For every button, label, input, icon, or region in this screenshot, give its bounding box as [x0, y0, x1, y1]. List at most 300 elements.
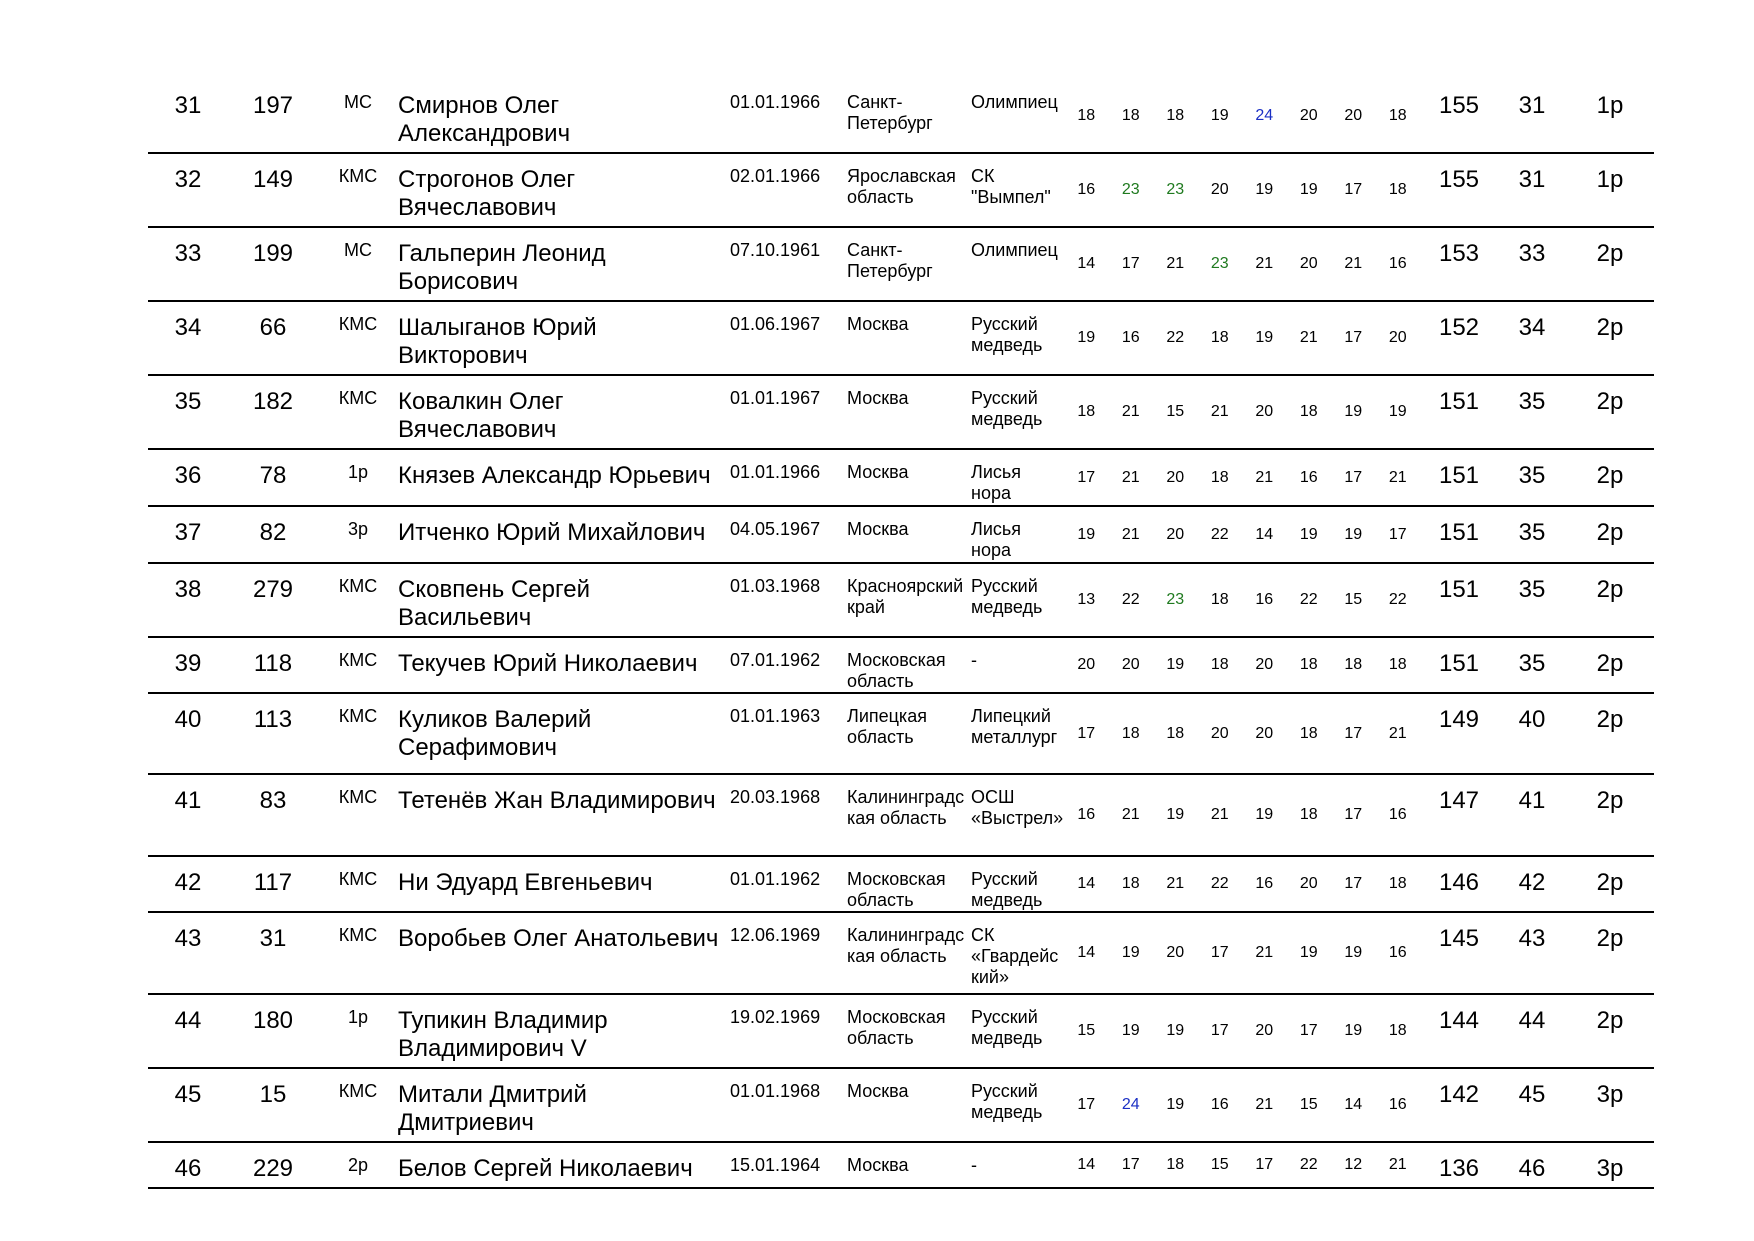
region-cell: Калининградская область [847, 925, 965, 966]
bib-number-cell: 66 [259, 314, 287, 341]
bib-number-cell: 83 [259, 787, 287, 814]
series-score-cell: 22 [1166, 329, 1185, 346]
series-score-cell: 17 [1344, 875, 1363, 892]
series-score-cell: 21 [1255, 1096, 1274, 1113]
total-score-cell: 151 [1438, 462, 1480, 489]
sport-category-cell: КМС [338, 1081, 378, 1101]
table-row [148, 449, 1654, 506]
birth-date-cell: 07.01.1962 [730, 650, 821, 670]
series-score-cell: 18 [1210, 468, 1229, 486]
series-score-cell: 21 [1255, 255, 1274, 272]
athlete-name-cell: Гальперин Леонид Борисович [398, 240, 606, 295]
series-score-cell: 23 [1121, 181, 1140, 198]
bib-number-cell: 180 [252, 1007, 294, 1034]
club-cell: Русский медведь [971, 869, 1043, 910]
qualification-cell: 1р [1596, 166, 1624, 193]
series-score-cell: 16 [1255, 875, 1274, 892]
series-score-cell: 17 [1121, 255, 1140, 272]
series-score-cell: 18 [1388, 181, 1407, 198]
rank-cell: 43 [174, 925, 202, 952]
rank-cell: 36 [174, 462, 202, 489]
place-cell: 35 [1518, 388, 1546, 415]
athlete-name-cell: Шалыганов Юрий Викторович [398, 314, 597, 369]
series-score-cell: 17 [1255, 1156, 1274, 1173]
rank-cell: 41 [174, 787, 202, 814]
qualification-cell: 3р [1596, 1155, 1624, 1182]
place-cell: 35 [1518, 519, 1546, 546]
total-score-cell: 153 [1438, 240, 1480, 267]
total-score-cell: 151 [1438, 650, 1480, 677]
series-score-cell: 20 [1166, 944, 1185, 961]
table-row [148, 1068, 1654, 1142]
rank-cell: 38 [174, 576, 202, 603]
series-score-cell: 18 [1210, 329, 1229, 346]
series-score-cell: 18 [1388, 875, 1407, 892]
total-score-cell: 144 [1438, 1007, 1480, 1034]
rank-cell: 35 [174, 388, 202, 415]
table-row [148, 1142, 1654, 1188]
series-score-cell: 22 [1210, 875, 1229, 892]
series-score-cell: 18 [1121, 724, 1140, 742]
birth-date-cell: 04.05.1967 [730, 519, 821, 539]
series-score-cell: 21 [1255, 468, 1274, 486]
qualification-cell: 2р [1596, 314, 1624, 341]
series-score-cell: 19 [1388, 403, 1407, 420]
athlete-name-cell: Строгонов Олег Вячеславович [398, 166, 576, 221]
series-score-cell: 18 [1077, 107, 1096, 124]
series-score-cell: 18 [1210, 656, 1229, 673]
table-row [148, 856, 1654, 912]
series-score-cell: 16 [1299, 468, 1318, 486]
series-score-cell: 21 [1210, 806, 1229, 823]
series-score-cell: 21 [1388, 468, 1407, 486]
bib-number-cell: 229 [252, 1155, 294, 1182]
series-score-cell: 24 [1121, 1096, 1140, 1113]
bib-number-cell: 118 [253, 650, 293, 677]
birth-date-cell: 15.01.1964 [730, 1155, 821, 1175]
table-row [148, 994, 1654, 1068]
club-cell: Липецкий металлург [971, 706, 1058, 747]
series-score-cell: 18 [1388, 1022, 1407, 1039]
series-score-cell: 13 [1077, 591, 1096, 608]
series-score-cell: 19 [1121, 944, 1140, 961]
rank-cell: 34 [174, 314, 202, 341]
series-score-cell: 15 [1166, 403, 1185, 420]
total-score-cell: 145 [1438, 925, 1480, 952]
place-cell: 31 [1518, 92, 1546, 119]
series-score-cell: 14 [1077, 1156, 1096, 1173]
series-score-cell: 16 [1388, 806, 1407, 823]
birth-date-cell: 19.02.1969 [730, 1007, 821, 1027]
birth-date-cell: 20.03.1968 [730, 787, 821, 807]
series-score-cell: 23 [1166, 591, 1185, 608]
region-cell: Санкт-Петербург [847, 92, 933, 133]
place-cell: 35 [1518, 462, 1546, 489]
series-score-cell: 17 [1077, 1096, 1096, 1113]
athlete-name-cell: Митали Дмитрий Дмитриевич [398, 1081, 587, 1136]
club-cell: Русский медведь [971, 314, 1043, 355]
bib-number-cell: 149 [252, 166, 294, 193]
series-score-cell: 21 [1388, 724, 1407, 742]
series-score-cell: 19 [1255, 181, 1274, 198]
series-score-cell: 18 [1166, 107, 1185, 124]
series-score-cell: 18 [1388, 107, 1407, 124]
place-cell: 35 [1518, 650, 1546, 677]
club-cell: Олимпиец [971, 92, 1058, 112]
region-cell: Москва [847, 519, 909, 539]
rank-cell: 44 [174, 1007, 202, 1034]
total-score-cell: 151 [1438, 519, 1480, 546]
sport-category-cell: 1р [347, 1007, 369, 1027]
qualification-cell: 3р [1596, 1081, 1624, 1108]
total-score-cell: 146 [1438, 869, 1480, 896]
region-cell: Москва [847, 462, 909, 482]
series-score-cell: 23 [1210, 255, 1229, 272]
series-score-cell: 19 [1121, 1022, 1140, 1039]
series-score-cell: 20 [1388, 329, 1407, 346]
sport-category-cell: КМС [338, 650, 378, 670]
place-cell: 33 [1518, 240, 1546, 267]
place-cell: 40 [1518, 706, 1546, 733]
series-score-cell: 17 [1388, 525, 1407, 543]
series-score-cell: 19 [1344, 944, 1363, 961]
series-score-cell: 21 [1121, 403, 1140, 420]
series-score-cell: 19 [1344, 1022, 1363, 1039]
rank-cell: 39 [174, 650, 202, 677]
series-score-cell: 17 [1344, 806, 1363, 823]
series-score-cell: 14 [1344, 1096, 1363, 1113]
table-row [148, 912, 1654, 994]
series-score-cell: 17 [1344, 329, 1363, 346]
qualification-cell: 2р [1596, 462, 1624, 489]
region-cell: Калининградская область [847, 787, 965, 828]
rank-cell: 40 [174, 706, 202, 733]
qualification-cell: 2р [1596, 787, 1624, 814]
series-score-cell: 20 [1166, 468, 1185, 486]
qualification-cell: 2р [1596, 925, 1624, 952]
series-score-cell: 20 [1255, 724, 1274, 742]
series-score-cell: 20 [1077, 656, 1096, 673]
table-row [148, 153, 1654, 227]
series-score-cell: 17 [1210, 944, 1229, 961]
series-score-cell: 22 [1210, 525, 1229, 543]
bib-number-cell: 113 [253, 706, 293, 733]
series-score-cell: 20 [1255, 656, 1274, 673]
total-score-cell: 155 [1438, 166, 1480, 193]
results-table [148, 80, 1654, 1189]
table-row [148, 693, 1654, 774]
sport-category-cell: МС [344, 240, 372, 260]
club-cell: Лисья нора [971, 462, 1021, 503]
place-cell: 31 [1518, 166, 1546, 193]
series-score-cell: 19 [1255, 329, 1274, 346]
place-cell: 46 [1518, 1155, 1546, 1182]
club-cell: Русский медведь [971, 1081, 1043, 1122]
series-score-cell: 21 [1121, 468, 1140, 486]
series-score-cell: 20 [1210, 181, 1229, 198]
region-cell: Санкт-Петербург [847, 240, 933, 281]
series-score-cell: 14 [1077, 255, 1096, 272]
rank-cell: 42 [174, 869, 202, 896]
total-score-cell: 142 [1438, 1081, 1480, 1108]
series-score-cell: 19 [1166, 1022, 1185, 1039]
qualification-cell: 2р [1596, 706, 1624, 733]
bib-number-cell: 78 [259, 462, 287, 489]
club-cell: Русский медведь [971, 576, 1043, 617]
region-cell: Московская область [847, 1007, 946, 1048]
athlete-name-cell: Тетенёв Жан Владимирович [398, 787, 716, 814]
series-score-cell: 20 [1166, 525, 1185, 543]
region-cell: Москва [847, 388, 909, 408]
birth-date-cell: 01.06.1967 [730, 314, 821, 334]
qualification-cell: 2р [1596, 869, 1624, 896]
birth-date-cell: 07.10.1961 [730, 240, 821, 260]
series-score-cell: 18 [1388, 656, 1407, 673]
table-row [148, 80, 1654, 153]
region-cell: Московская область [847, 650, 946, 691]
series-score-cell: 19 [1210, 107, 1229, 124]
series-score-cell: 20 [1344, 107, 1363, 124]
sport-category-cell: КМС [338, 576, 378, 596]
series-score-cell: 18 [1077, 403, 1096, 420]
series-score-cell: 19 [1166, 656, 1185, 673]
series-score-cell: 21 [1388, 1156, 1407, 1173]
place-cell: 34 [1518, 314, 1546, 341]
qualification-cell: 2р [1596, 240, 1624, 267]
series-score-cell: 20 [1121, 656, 1140, 673]
series-score-cell: 18 [1344, 656, 1363, 673]
region-cell: Москва [847, 1081, 909, 1101]
athlete-name-cell: Куликов Валерий Серафимович [398, 706, 592, 761]
club-cell: Лисья нора [971, 519, 1021, 560]
series-score-cell: 15 [1344, 591, 1363, 608]
series-score-cell: 15 [1210, 1156, 1229, 1173]
athlete-name-cell: Ковалкин Олег Вячеславович [398, 388, 564, 443]
series-score-cell: 18 [1299, 656, 1318, 673]
bib-number-cell: 15 [259, 1081, 287, 1108]
rank-cell: 45 [174, 1081, 202, 1108]
region-cell: Московская область [847, 869, 946, 910]
athlete-name-cell: Текучев Юрий Николаевич [398, 650, 698, 677]
series-score-cell: 14 [1077, 875, 1096, 892]
qualification-cell: 2р [1596, 1007, 1624, 1034]
athlete-name-cell: Ни Эдуард Евгеньевич [398, 869, 653, 896]
series-score-cell: 18 [1121, 107, 1140, 124]
series-score-cell: 17 [1077, 724, 1096, 742]
birth-date-cell: 01.01.1968 [730, 1081, 821, 1101]
series-score-cell: 22 [1299, 1156, 1318, 1173]
bib-number-cell: 117 [253, 869, 293, 896]
series-score-cell: 14 [1255, 525, 1274, 543]
region-cell: Липецкая область [847, 706, 927, 747]
bib-number-cell: 279 [252, 576, 294, 603]
series-score-cell: 17 [1077, 468, 1096, 486]
series-score-cell: 20 [1210, 724, 1229, 742]
series-score-cell: 18 [1121, 875, 1140, 892]
series-score-cell: 22 [1121, 591, 1140, 608]
sport-category-cell: 1р [347, 462, 369, 482]
sport-category-cell: КМС [338, 166, 378, 186]
club-cell: Олимпиец [971, 240, 1058, 260]
series-score-cell: 22 [1388, 591, 1407, 608]
club-cell: - [971, 1155, 977, 1175]
series-score-cell: 18 [1299, 806, 1318, 823]
series-score-cell: 20 [1299, 875, 1318, 892]
series-score-cell: 19 [1077, 525, 1096, 543]
club-cell: СК "Вымпел" [971, 166, 1051, 207]
place-cell: 35 [1518, 576, 1546, 603]
place-cell: 41 [1518, 787, 1546, 814]
series-score-cell: 21 [1299, 329, 1318, 346]
rank-cell: 31 [174, 92, 202, 119]
series-score-cell: 21 [1166, 255, 1185, 272]
place-cell: 45 [1518, 1081, 1546, 1108]
rank-cell: 46 [174, 1155, 202, 1182]
series-score-cell: 16 [1388, 1096, 1407, 1113]
series-score-cell: 20 [1299, 255, 1318, 272]
total-score-cell: 155 [1438, 92, 1480, 119]
series-score-cell: 19 [1166, 1096, 1185, 1113]
series-score-cell: 19 [1344, 403, 1363, 420]
series-score-cell: 16 [1255, 591, 1274, 608]
series-score-cell: 17 [1344, 468, 1363, 486]
qualification-cell: 1р [1596, 92, 1624, 119]
athlete-name-cell: Воробьев Олег Анатольевич [398, 925, 719, 952]
series-score-cell: 21 [1121, 806, 1140, 823]
athlete-name-cell: Белов Сергей Николаевич [398, 1155, 693, 1182]
bib-number-cell: 197 [252, 92, 294, 119]
series-score-cell: 19 [1255, 806, 1274, 823]
series-score-cell: 19 [1344, 525, 1363, 543]
sport-category-cell: КМС [338, 314, 378, 334]
place-cell: 42 [1518, 869, 1546, 896]
total-score-cell: 149 [1438, 706, 1480, 733]
club-cell: Русский медведь [971, 1007, 1043, 1048]
table-row [148, 506, 1654, 563]
athlete-name-cell: Итченко Юрий Михайлович [398, 519, 706, 546]
series-score-cell: 20 [1255, 1022, 1274, 1039]
qualification-cell: 2р [1596, 388, 1624, 415]
table-row [148, 301, 1654, 375]
total-score-cell: 136 [1438, 1155, 1480, 1182]
series-score-cell: 16 [1077, 181, 1096, 198]
athlete-name-cell: Сковпень Сергей Васильевич [398, 576, 590, 631]
birth-date-cell: 01.01.1967 [730, 388, 821, 408]
bib-number-cell: 31 [259, 925, 287, 952]
series-score-cell: 18 [1299, 724, 1318, 742]
series-score-cell: 18 [1210, 591, 1229, 608]
qualification-cell: 2р [1596, 650, 1624, 677]
club-cell: ОСШ «Выстрел» [971, 787, 1064, 828]
series-score-cell: 19 [1299, 181, 1318, 198]
series-score-cell: 19 [1166, 806, 1185, 823]
table-row [148, 227, 1654, 301]
series-score-cell: 16 [1388, 944, 1407, 961]
series-score-cell: 17 [1299, 1022, 1318, 1039]
athlete-name-cell: Тупикин Владимир Владимирович V [398, 1007, 608, 1062]
series-score-cell: 21 [1255, 944, 1274, 961]
athlete-name-cell: Смирнов Олег Александрович [398, 92, 571, 147]
birth-date-cell: 01.01.1966 [730, 462, 821, 482]
region-cell: Ярославская область [847, 166, 956, 207]
series-score-cell: 14 [1077, 944, 1096, 961]
series-score-cell: 16 [1121, 329, 1140, 346]
place-cell: 44 [1518, 1007, 1546, 1034]
club-cell: Русский медведь [971, 388, 1043, 429]
bib-number-cell: 182 [252, 388, 294, 415]
series-score-cell: 17 [1210, 1022, 1229, 1039]
region-cell: Москва [847, 314, 909, 334]
series-score-cell: 19 [1299, 944, 1318, 961]
total-score-cell: 151 [1438, 576, 1480, 603]
series-score-cell: 18 [1299, 403, 1318, 420]
series-score-cell: 20 [1299, 107, 1318, 124]
qualification-cell: 2р [1596, 519, 1624, 546]
series-score-cell: 24 [1255, 107, 1274, 124]
sport-category-cell: КМС [338, 706, 378, 726]
series-score-cell: 17 [1344, 724, 1363, 742]
series-score-cell: 21 [1210, 403, 1229, 420]
series-score-cell: 16 [1210, 1096, 1229, 1113]
rank-cell: 33 [174, 240, 202, 267]
table-row [148, 774, 1654, 856]
sport-category-cell: МС [344, 92, 372, 112]
place-cell: 43 [1518, 925, 1546, 952]
sport-category-cell: КМС [338, 787, 378, 807]
athlete-name-cell: Князев Александр Юрьевич [398, 462, 711, 489]
series-score-cell: 12 [1344, 1156, 1363, 1173]
region-cell: Красноярский край [847, 576, 964, 617]
birth-date-cell: 12.06.1969 [730, 925, 821, 945]
series-score-cell: 16 [1077, 806, 1096, 823]
series-score-cell: 17 [1121, 1156, 1140, 1173]
sport-category-cell: КМС [338, 869, 378, 889]
table-row [148, 375, 1654, 449]
qualification-cell: 2р [1596, 576, 1624, 603]
total-score-cell: 152 [1438, 314, 1480, 341]
series-score-cell: 23 [1166, 181, 1185, 198]
series-score-cell: 18 [1166, 1156, 1185, 1173]
series-score-cell: 19 [1077, 329, 1096, 346]
birth-date-cell: 02.01.1966 [730, 166, 821, 186]
club-cell: - [971, 650, 977, 670]
rank-cell: 32 [174, 166, 202, 193]
birth-date-cell: 01.01.1962 [730, 869, 821, 889]
series-score-cell: 16 [1388, 255, 1407, 272]
results-table-body [148, 80, 1654, 1188]
birth-date-cell: 01.03.1968 [730, 576, 821, 596]
series-score-cell: 18 [1166, 724, 1185, 742]
total-score-cell: 147 [1438, 787, 1480, 814]
series-score-cell: 21 [1121, 525, 1140, 543]
birth-date-cell: 01.01.1966 [730, 92, 821, 112]
bib-number-cell: 82 [259, 519, 287, 546]
birth-date-cell: 01.01.1963 [730, 706, 821, 726]
sport-category-cell: 3р [347, 519, 369, 539]
sport-category-cell: КМС [338, 925, 378, 945]
table-row [148, 637, 1654, 693]
table-row [148, 563, 1654, 637]
series-score-cell: 19 [1299, 525, 1318, 543]
rank-cell: 37 [174, 519, 202, 546]
club-cell: СК «Гвардейский» [971, 925, 1059, 987]
sport-category-cell: КМС [338, 388, 378, 408]
series-score-cell: 21 [1166, 875, 1185, 892]
series-score-cell: 20 [1255, 403, 1274, 420]
bib-number-cell: 199 [252, 240, 294, 267]
sport-category-cell: 2р [347, 1155, 369, 1175]
total-score-cell: 151 [1438, 388, 1480, 415]
